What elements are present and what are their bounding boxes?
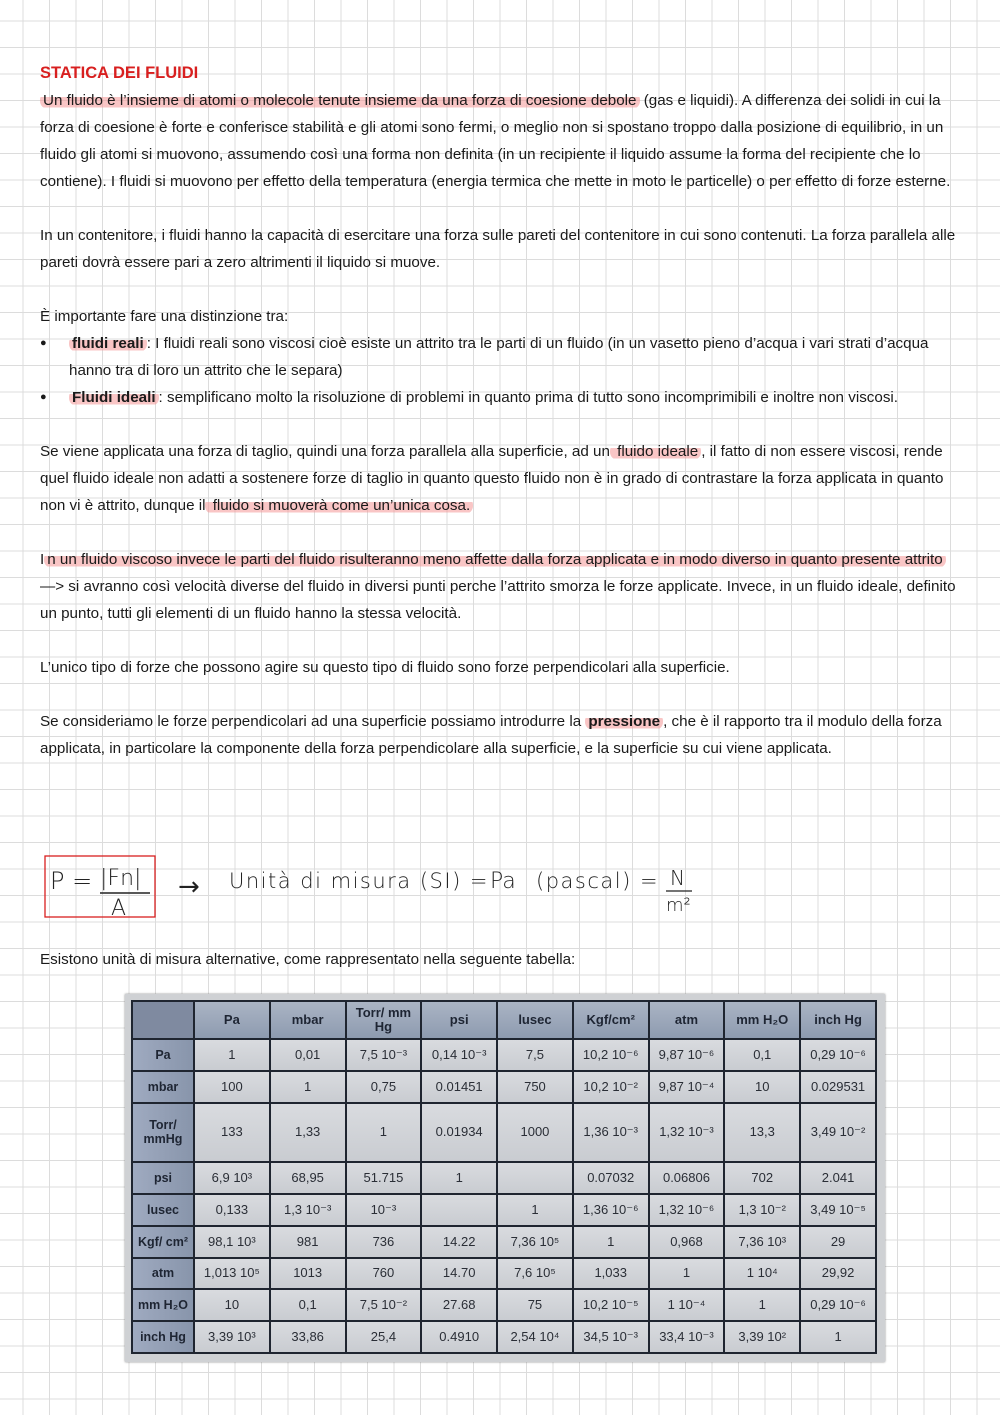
row-header: Pa [132,1039,194,1071]
document-body [40,60,960,762]
table-cell: 0.4910 [421,1321,497,1353]
container-paragraph: In un contenitore, i fluidi hanno la capacità di esercitare una forza sulle pareti del contenitore in cui sono contenuti. La forza parallela alle pareti dovrà essere pari a zero altrimenti il liquido si muove. [40,227,956,271]
table-cell: 100 [194,1071,270,1103]
table-cell: 1,32 10⁻⁶ [649,1194,725,1226]
table-cell [497,1162,573,1194]
table-cell: 3,39 10³ [194,1321,270,1353]
table-cell: 1,33 [270,1103,346,1163]
formula-units-text: Unità di misura (SI) = [229,869,490,893]
table-cell: 1013 [270,1258,346,1290]
table-cell: 1 [649,1258,725,1290]
table-row [132,1039,876,1071]
table-cell: 0.01934 [421,1103,497,1163]
column-header: Pa [194,1001,270,1039]
shear-text-a: Se viene applicata una forza di taglio, quindi una forza parallela alla superficie, ad un [40,443,610,460]
table-cell: 0,75 [346,1071,422,1103]
fluid-types-list [40,330,960,411]
table-cell: 1 [194,1039,270,1071]
formula-unit: Pa [490,869,516,894]
table-cell: 98,1 10³ [194,1226,270,1258]
highlight-fluid-definition: Un fluido è l’insieme di atomi o molecole tenute insieme da una forza di coesione debole [40,92,640,109]
table-cell: 1 10⁴ [724,1258,800,1290]
table-cell: 0,968 [649,1226,725,1258]
formula-lhs: P = [50,867,93,895]
table-cell: 29,92 [800,1258,876,1290]
table-cell: 0.07032 [573,1162,649,1194]
table-cell [421,1194,497,1226]
pressure-formula [44,855,1000,925]
column-header: atm [649,1001,725,1039]
table-cell: 750 [497,1071,573,1103]
viscous-text-a: I [40,551,45,568]
column-header: mbar [270,1001,346,1039]
table-cell: 7,5 10⁻² [346,1289,422,1321]
table-cell: 1,36 10⁻⁶ [573,1194,649,1226]
table-cell: 33,4 10⁻³ [649,1321,725,1353]
table-corner [132,1001,194,1039]
table-row [132,1103,876,1163]
table-cell: 702 [724,1162,800,1194]
highlight-single-motion: fluido si muoverà come un’unica cosa. [205,497,473,514]
table-cell: 75 [497,1289,573,1321]
formula-numerator: |Fn| [100,866,142,891]
table-cell: 7,36 10³ [724,1226,800,1258]
table-row [132,1226,876,1258]
table-cell: 68,95 [270,1162,346,1194]
column-header: Kgf/cm² [573,1001,649,1039]
table-cell: 0.01451 [421,1071,497,1103]
column-header: inch Hg [800,1001,876,1039]
units-conversion-table [131,1000,877,1354]
table-cell: 0,1 [270,1289,346,1321]
table-cell: 760 [346,1258,422,1290]
table-cell: 10⁻³ [346,1194,422,1226]
unit-numerator: N [670,866,685,890]
table-cell: 2,54 10⁴ [497,1321,573,1353]
row-header: inch Hg [132,1321,194,1353]
table-cell: 1 [573,1226,649,1258]
table-cell: 736 [346,1226,422,1258]
column-header: psi [421,1001,497,1039]
term-real-fluids: fluidi reali [69,335,147,352]
table-cell: 1 [346,1103,422,1163]
table-cell: 51.715 [346,1162,422,1194]
table-cell: 1 10⁻⁴ [649,1289,725,1321]
table-cell: 0,29 10⁻⁶ [800,1289,876,1321]
table-cell: 1 [724,1289,800,1321]
table-cell: 2.041 [800,1162,876,1194]
table-cell: 9,87 10⁻⁴ [649,1071,725,1103]
table-cell: 1,033 [573,1258,649,1290]
table-cell: 7,36 10⁵ [497,1226,573,1258]
table-cell: 33,86 [270,1321,346,1353]
unit-denominator: m² [666,895,691,916]
table-cell: 7,6 10⁵ [497,1258,573,1290]
table-cell: 10,2 10⁻⁶ [573,1039,649,1071]
row-header: Kgf/ cm² [132,1226,194,1258]
table-cell: 9,87 10⁻⁶ [649,1039,725,1071]
list-item-text: : I fluidi reali sono viscosi cioè esiste un attrito tra le parti di un fluido (in un vasetto pieno d’acqua i vari strati d’acqua hanno tra di loro un attrito che le separa) [69,335,929,379]
row-header: lusec [132,1194,194,1226]
column-header: Torr/ mm Hg [346,1001,422,1039]
row-header: psi [132,1162,194,1194]
shear-paragraph [40,438,960,519]
table-cell: 981 [270,1226,346,1258]
formula-unit-name: (pascal) = [536,869,660,893]
page-title: STATICA DEI FLUIDI [40,64,199,82]
table-row [132,1258,876,1290]
table-cell: 7,5 10⁻³ [346,1039,422,1071]
table-cell: 1,3 10⁻³ [270,1194,346,1226]
table-cell: 3,49 10⁻⁵ [800,1194,876,1226]
term-pressure: pressione [585,713,663,730]
row-header: atm [132,1258,194,1290]
table-cell: 0,14 10⁻³ [421,1039,497,1071]
highlight-ideal-fluid: fluido ideale [610,443,701,460]
intro-paragraph [40,87,960,195]
table-cell: 1 [800,1321,876,1353]
pressure-text-a: Se consideriamo le forze perpendicolari ad una superficie possiamo introdurre la [40,713,586,730]
list-item-text: : semplificano molto la risoluzione di problemi in quanto prima di tutto sono incomprimibili e inoltre non viscosi. [158,389,899,406]
table-cell: 10,2 10⁻² [573,1071,649,1103]
viscous-paragraph [40,546,960,627]
table-cell: 0,1 [724,1039,800,1071]
table-cell: 1 [270,1071,346,1103]
row-header: mm H₂O [132,1289,194,1321]
table-cell: 1 [497,1194,573,1226]
distinction-intro: È importante fare una distinzione tra: [40,308,289,325]
table-cell: 7,5 [497,1039,573,1071]
table-cell: 1,32 10⁻³ [649,1103,725,1163]
column-header: mm H₂O [724,1001,800,1039]
table-cell: 6,9 10³ [194,1162,270,1194]
table-intro: Esistono unità di misura alternative, come rappresentato nella seguente tabella: [40,951,576,968]
term-ideal-fluids: Fluidi ideali [69,389,159,406]
table-cell: 1,013 10⁵ [194,1258,270,1290]
pressure-text-b: , che è il rapporto tra il modulo della forza applicata, in particolare la componente della forza perpendicolare alla superficie, e la superficie su cui viene applicata. [40,713,942,757]
table-row [132,1162,876,1194]
table-row [132,1321,876,1353]
arrow-right-icon: → [178,872,200,902]
shear-text-b: , il fatto di non essere viscosi, rende quel fluido ideale non adatti a sostenere forze di taglio in quanto questo fluido non è in grado di contrastare la forza applicata in quanto non vi è attrito, dunque il [40,443,944,514]
viscous-text-b: —> si avranno così velocità diverse del fluido in diversi punti perche l’attrito smorza le forze applicate. Invece, in un fluido ideale, definito un punto, tutti gli elementi di un fluido hanno la stessa velocità. [40,578,956,622]
row-header: Torr/ mmHg [132,1103,194,1163]
pressure-paragraph [40,708,960,762]
table-cell: 34,5 10⁻³ [573,1321,649,1353]
table-cell: 3,39 10² [724,1321,800,1353]
table-cell: 3,49 10⁻² [800,1103,876,1163]
table-cell: 0,01 [270,1039,346,1071]
row-header: mbar [132,1071,194,1103]
formula-denominator: A [111,896,127,921]
table-cell: 10,2 10⁻⁵ [573,1289,649,1321]
table-cell: 1 [421,1162,497,1194]
table-cell: 0.029531 [800,1071,876,1103]
table-cell: 29 [800,1226,876,1258]
list-item [40,384,960,411]
table-cell: 14.22 [421,1226,497,1258]
table-cell: 0,29 10⁻⁶ [800,1039,876,1071]
units-table-image [125,994,885,1362]
table-cell: 13,3 [724,1103,800,1163]
handwritten-formula [44,855,764,925]
intro-text: (gas e liquidi). A differenza dei solidi in cui la forza di coesione è forte e conferisce stabilità e gli atomi sono fermi, o meglio non si spostano troppo dalla posizione di equilibrio, in un fluido gli atomi si muovono, assumendo così una forma non definita (in un recipiente il liquido assume la forma del recipiente che lo contiene). I fluidi si muovono per effetto della temperatura (energia termica che mette in moto le particelle) o per effetto di forze esterne. [40,92,951,190]
table-cell: 1000 [497,1103,573,1163]
table-cell: 14.70 [421,1258,497,1290]
table-cell: 27.68 [421,1289,497,1321]
table-cell: 133 [194,1103,270,1163]
table-cell: 1,3 10⁻² [724,1194,800,1226]
table-cell: 1,36 10⁻³ [573,1103,649,1163]
column-header: lusec [497,1001,573,1039]
list-item [40,330,960,384]
perpendicular-paragraph: L’unico tipo di forze che possono agire su questo tipo di fluido sono forze perpendicolari alla superficie. [40,659,730,676]
table-row [132,1071,876,1103]
table-cell: 25,4 [346,1321,422,1353]
table-header-row [132,1001,876,1039]
highlight-viscous-fluid: n un fluido viscoso invece le parti del fluido risulteranno meno affette dalla forza applicata e in modo diverso in quanto presente attrito [44,551,945,568]
table-row [132,1194,876,1226]
table-cell: 0.06806 [649,1162,725,1194]
table-row [132,1289,876,1321]
table-cell: 10 [724,1071,800,1103]
table-cell: 0,133 [194,1194,270,1226]
table-cell: 10 [194,1289,270,1321]
